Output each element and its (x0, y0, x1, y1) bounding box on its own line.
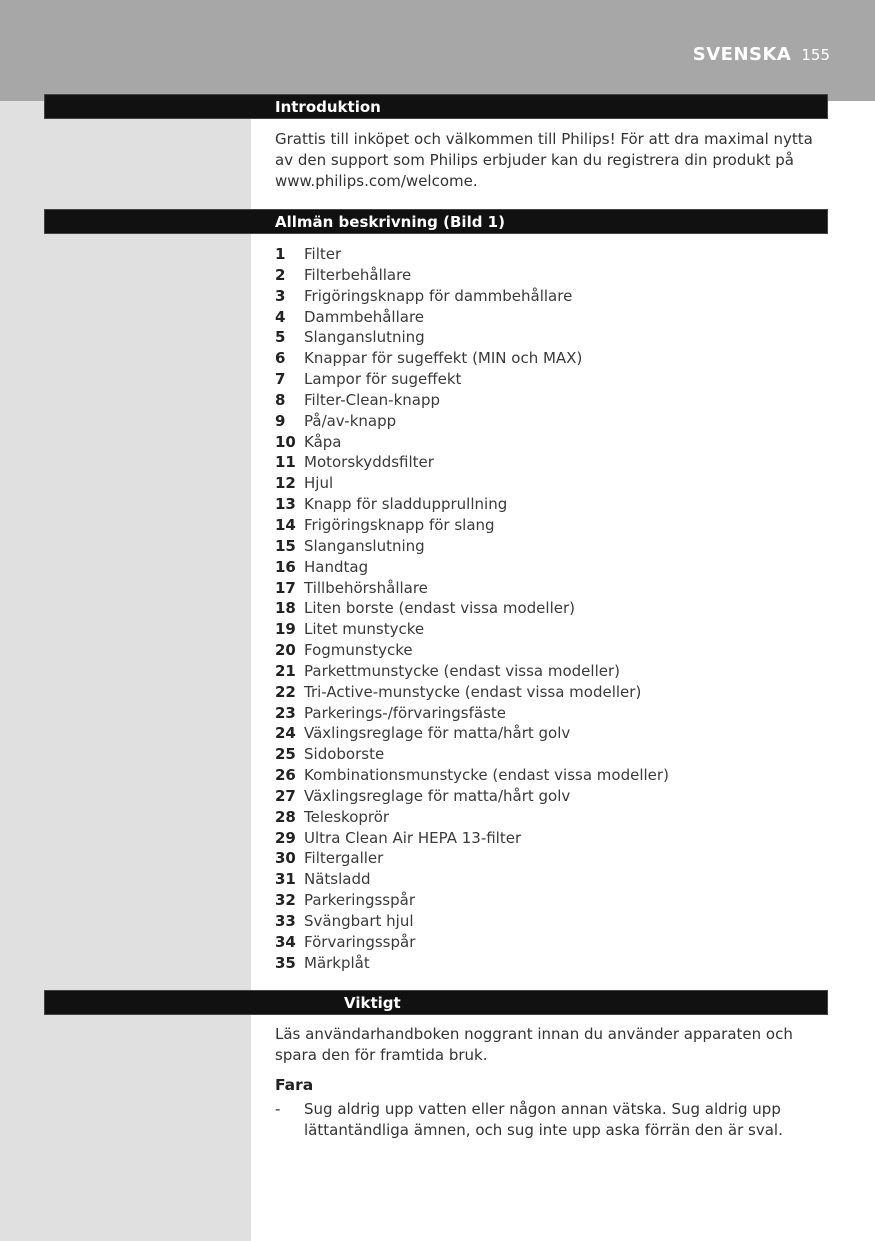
list-item (275, 515, 669, 536)
list-item (275, 911, 669, 932)
left-margin-column (0, 101, 251, 1241)
item-label: På/av-knapp (304, 411, 397, 430)
list-item (275, 661, 669, 682)
list-item (275, 890, 669, 911)
item-number: 18 (275, 599, 296, 618)
list-item (275, 452, 669, 473)
item-number: 27 (275, 786, 296, 805)
parts-list (275, 244, 669, 974)
item-label: Filtergaller (304, 849, 384, 868)
section-title-important: Viktigt (344, 994, 401, 1012)
item-number: 15 (275, 536, 296, 555)
item-number: 5 (275, 328, 286, 347)
item-number: 35 (275, 953, 296, 972)
item-number: 19 (275, 620, 296, 639)
item-number: 28 (275, 807, 296, 826)
item-label: Svängbart hjul (304, 912, 414, 930)
item-number: 10 (275, 432, 296, 451)
item-number: 6 (275, 349, 286, 368)
item-label: Hjul (304, 474, 334, 493)
list-item (275, 536, 669, 557)
item-number: 8 (275, 390, 286, 409)
list-item (275, 703, 669, 724)
item-number: 17 (275, 578, 296, 597)
danger-bullet (275, 1099, 815, 1141)
item-number: 7 (275, 370, 286, 389)
danger-bullet-text: Sug aldrig upp vatten eller någon annan vätska. Sug aldrig upp lättantändliga ämnen, och sug inte upp aska förrän den är sval. (304, 1100, 783, 1139)
bullet-dash: - (275, 1100, 281, 1118)
item-number: 32 (275, 891, 296, 910)
item-label: Slanganslutning (304, 328, 425, 347)
section-bar-general (44, 209, 828, 234)
item-label: Dammbehållare (304, 307, 425, 326)
item-label: Kombinationsmunstycke (endast vissa modeller) (304, 766, 669, 785)
list-item (275, 432, 669, 453)
item-label: Förvaringsspår (304, 932, 416, 951)
list-item (275, 265, 669, 286)
page-header (693, 44, 830, 65)
item-label: Knapp för sladdupprullning (304, 495, 508, 514)
list-item (275, 390, 669, 411)
item-number: 34 (275, 932, 296, 951)
item-label: Sidoborste (304, 745, 385, 764)
item-number: 30 (275, 849, 296, 868)
item-number: 4 (275, 307, 286, 326)
list-item (275, 723, 669, 744)
danger-heading: Fara (275, 1076, 314, 1094)
item-number: 14 (275, 515, 296, 534)
item-label: Frigöringsknapp för slang (304, 515, 495, 534)
item-number: 23 (275, 703, 296, 722)
list-item (275, 765, 669, 786)
item-label: Teleskoprör (304, 807, 390, 826)
item-number: 16 (275, 557, 296, 576)
item-number: 33 (275, 912, 296, 930)
item-label: Handtag (304, 557, 369, 576)
item-number: 12 (275, 474, 296, 493)
item-label: Lampor för sugeffekt (304, 370, 462, 389)
item-number: 2 (275, 265, 286, 284)
item-number: 20 (275, 641, 296, 660)
list-item (275, 557, 669, 578)
list-item (275, 494, 669, 515)
item-label: Filter-Clean-knapp (304, 390, 441, 409)
item-label: Frigöringsknapp för dammbehållare (304, 286, 573, 305)
list-item (275, 744, 669, 765)
list-item (275, 848, 669, 869)
item-label: Fogmunstycke (304, 641, 413, 660)
list-item (275, 578, 669, 599)
list-item (275, 327, 669, 348)
item-number: 22 (275, 682, 296, 701)
item-label: Parkerings-/förvaringsfäste (304, 703, 507, 722)
language-label: SVENSKA (692, 44, 792, 65)
important-paragraph: Läs användarhandboken noggrant innan du använder apparaten och spara den för framtida bruk. (275, 1025, 793, 1064)
list-item (275, 786, 669, 807)
item-label: Parkettmunstycke (endast vissa modeller) (304, 661, 620, 680)
list-item (275, 640, 669, 661)
item-label: Kåpa (304, 432, 342, 451)
item-number: 11 (275, 453, 296, 472)
item-label: Knappar för sugeffekt (MIN och MAX) (304, 349, 583, 368)
item-label: Motorskyddsfilter (304, 453, 434, 472)
item-label: Liten borste (endast vissa modeller) (304, 599, 575, 618)
list-item (275, 682, 669, 703)
item-label: Litet munstycke (304, 620, 425, 639)
list-item (275, 953, 669, 974)
item-label: Filter (304, 245, 342, 263)
item-label: Växlingsreglage för matta/hårt golv (304, 724, 571, 743)
item-number: 31 (275, 870, 296, 889)
list-item (275, 369, 669, 390)
list-item (275, 473, 669, 494)
list-item (275, 619, 669, 640)
page-number: 155 (801, 46, 830, 64)
list-item (275, 307, 669, 328)
list-item (275, 807, 669, 828)
item-number: 29 (275, 828, 296, 847)
list-item (275, 411, 669, 432)
list-item (275, 598, 669, 619)
item-label: Märkplåt (304, 953, 370, 972)
list-item (275, 932, 669, 953)
item-number: 24 (275, 724, 296, 743)
item-label: Filterbehållare (304, 265, 412, 284)
section-bar-important (44, 990, 828, 1015)
list-item (275, 869, 669, 890)
section-bar-intro (44, 94, 828, 119)
item-label: Ultra Clean Air HEPA 13-filter (304, 828, 522, 847)
list-item (275, 244, 669, 265)
list-item (275, 828, 669, 849)
item-label: Nätsladd (304, 870, 371, 889)
item-label: Tillbehörshållare (304, 578, 428, 597)
item-number: 1 (275, 245, 286, 263)
item-label: Parkeringsspår (304, 891, 415, 910)
item-label: Växlingsreglage för matta/hårt golv (304, 786, 571, 805)
item-label: Slanganslutning (304, 536, 425, 555)
item-number: 21 (275, 661, 296, 680)
list-item (275, 286, 669, 307)
section-title-general: Allmän beskrivning (Bild 1) (275, 213, 505, 231)
intro-paragraph: Grattis till inköpet och välkommen till Philips! För att dra maximal nytta av den support som Philips erbjuder kan du registrera din produkt på www.philips.com/welcome. (275, 130, 813, 190)
item-number: 26 (275, 766, 296, 785)
section-title-intro: Introduktion (275, 98, 381, 116)
item-number: 3 (275, 286, 286, 305)
item-label: Tri-Active-munstycke (endast vissa modeller) (304, 682, 642, 701)
list-item (275, 348, 669, 369)
item-number: 13 (275, 495, 296, 514)
item-number: 25 (275, 745, 296, 764)
item-number: 9 (275, 411, 286, 430)
